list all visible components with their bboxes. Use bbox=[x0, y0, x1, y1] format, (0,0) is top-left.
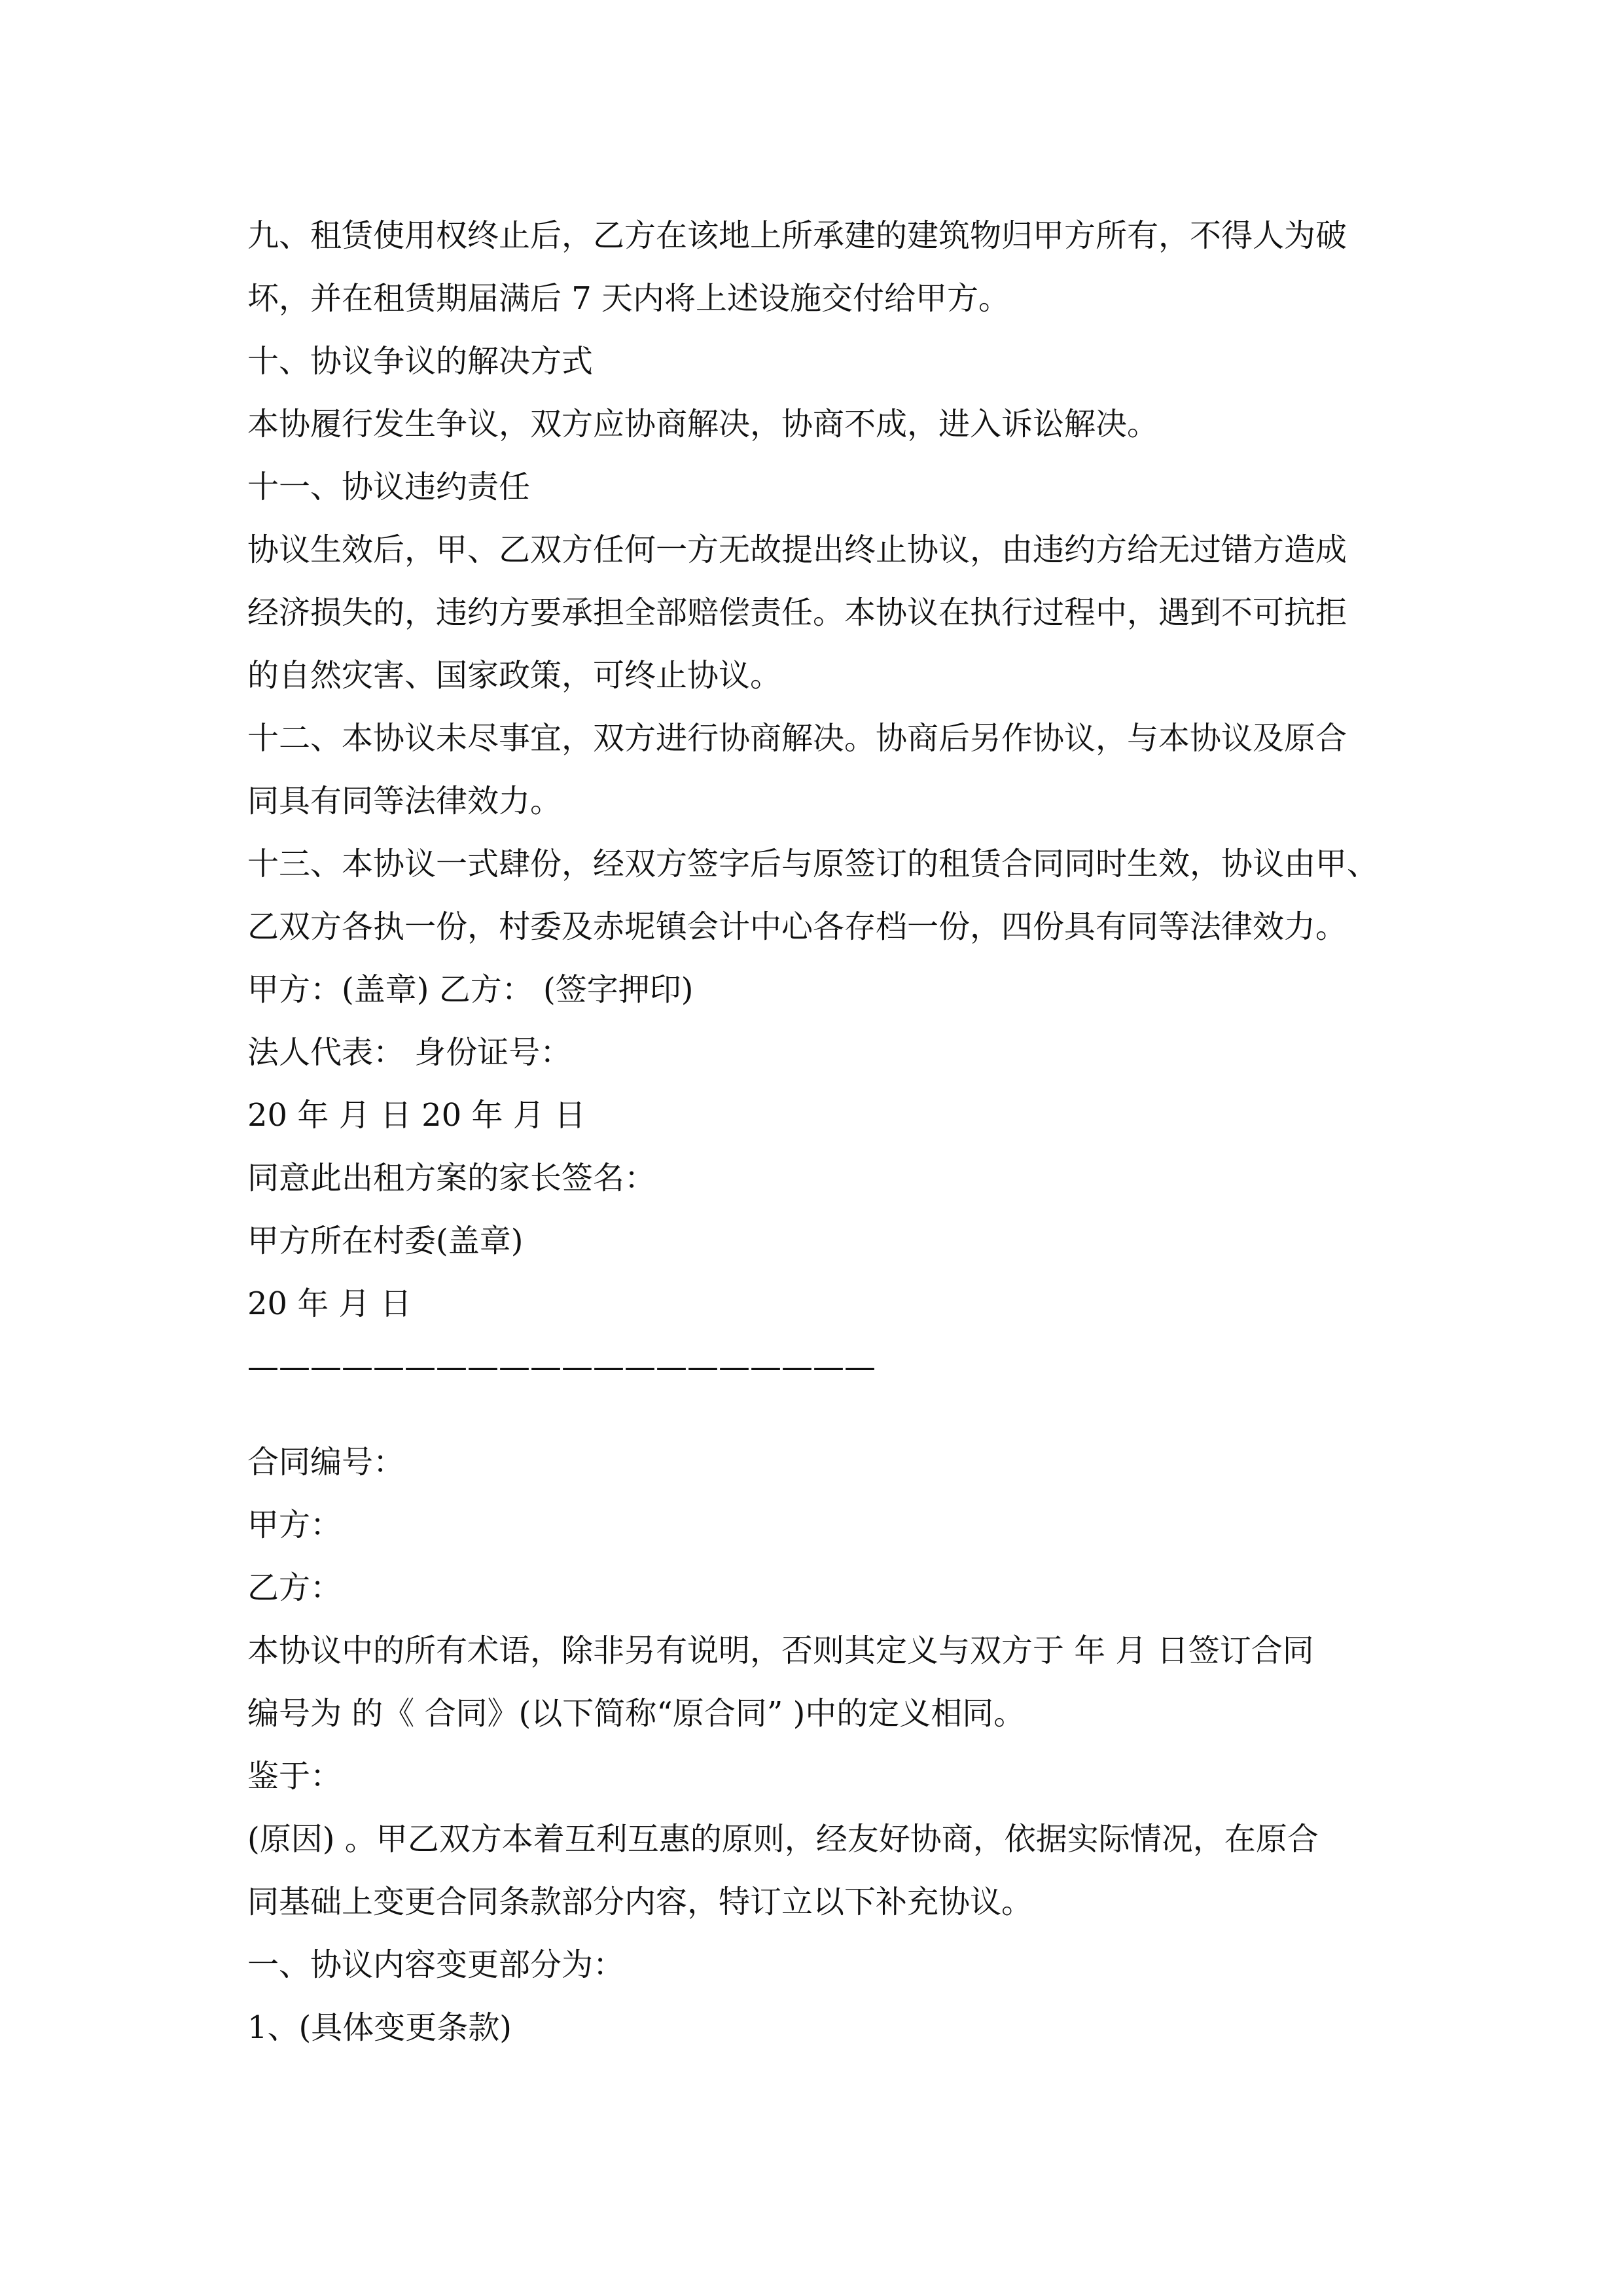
clause-10-text: 本协履行发生争议，双方应协商解决，协商不成，进入诉讼解决。 bbox=[247, 406, 1159, 442]
clause-9-line-2: 坏，并在租赁期届满后 7 天内将上述设施交付给甲方。 bbox=[247, 280, 1010, 317]
clause-11-line-3: 的自然灾害、国家政策，可终止协议。 bbox=[247, 657, 782, 694]
section-divider: ———————————————————— bbox=[247, 1348, 876, 1385]
contract-number: 合同编号： bbox=[247, 1444, 405, 1480]
terms-definition-line-1: 本协议中的所有术语，除非另有说明，否则其定义与双方于 年 月 日签订合同 bbox=[247, 1632, 1314, 1669]
clause-13-line-2: 乙双方各执一份，村委及赤坭镇会计中心各存档一份，四份具有同等法律效力。 bbox=[247, 908, 1347, 945]
clause-10-heading: 十、协议争议的解决方式 bbox=[247, 343, 594, 380]
clause-12-line-1: 十二、本协议未尽事宜，双方进行协商解决。协商后另作协议，与本协议及原合 bbox=[247, 720, 1347, 757]
change-section-heading: 一、协议内容变更部分为： bbox=[247, 1946, 625, 1983]
change-item-1: 1、(具体变更条款) bbox=[247, 2009, 512, 2046]
document-page bbox=[247, 204, 1425, 2059]
clause-13-line-1: 十三、本协议一式肆份，经双方签字后与原签订的租赁合同同时生效，协议由甲、 bbox=[247, 846, 1379, 882]
village-committee-seal: 甲方所在村委(盖章) bbox=[247, 1223, 524, 1259]
whereas-heading: 鉴于： bbox=[247, 1758, 342, 1795]
clause-11-line-1: 协议生效后，甲、乙双方任何一方无故提出终止协议，由违约方给无过错方造成 bbox=[247, 531, 1347, 568]
whereas-line-2: 同基础上变更合同条款部分内容，特订立以下补充协议。 bbox=[247, 1884, 1033, 1920]
party-a: 甲方： bbox=[247, 1507, 342, 1543]
parent-consent-line: 同意此出租方案的家长签名： bbox=[247, 1160, 656, 1196]
blank-spacer bbox=[247, 1398, 1425, 1431]
clause-12-line-2: 同具有同等法律效力。 bbox=[247, 783, 562, 819]
legal-rep-id-line: 法人代表： 身份证号： bbox=[247, 1034, 572, 1071]
signature-parties: 甲方：(盖章) 乙方： (签字押印) bbox=[247, 971, 694, 1008]
party-b: 乙方： bbox=[247, 1570, 342, 1606]
clause-11-heading: 十一、协议违约责任 bbox=[247, 469, 531, 505]
signature-dates: 20 年 月 日 20 年 月 日 bbox=[247, 1097, 586, 1134]
terms-definition-line-2: 编号为 的《 合同》(以下简称“原合同” )中的定义相同。 bbox=[247, 1695, 1026, 1732]
village-date: 20 年 月 日 bbox=[247, 1285, 412, 1322]
clause-11-line-2: 经济损失的，违约方要承担全部赔偿责任。本协议在执行过程中，遇到不可抗拒 bbox=[247, 594, 1347, 631]
clause-9-line-1: 九、租赁使用权终止后，乙方在该地上所承建的建筑物归甲方所有，不得人为破 bbox=[247, 217, 1347, 254]
whereas-line-1: (原因) 。甲乙双方本着互利互惠的原则，经友好协商，依据实际情况，在原合 bbox=[247, 1821, 1319, 1857]
